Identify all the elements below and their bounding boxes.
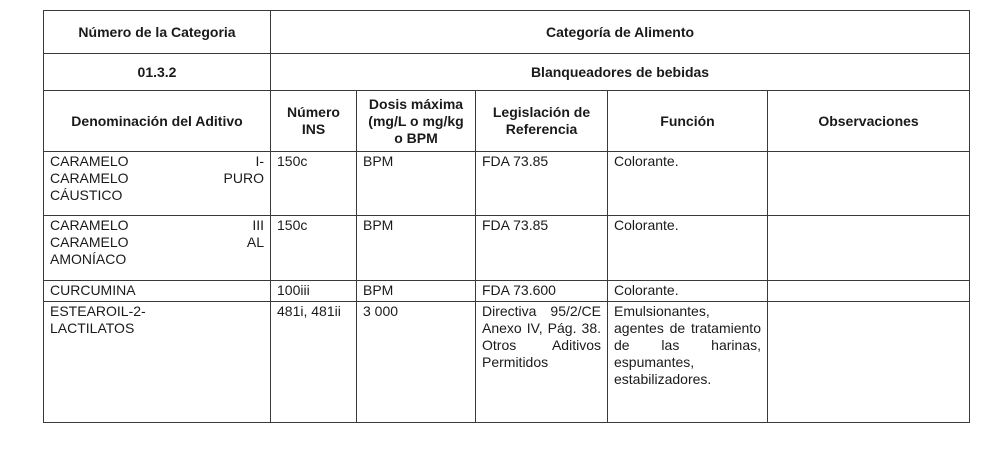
ins-number-cell: 100iii (271, 281, 357, 302)
column-header-ins: Número INS (271, 91, 357, 152)
function-cell: Emulsionantes, agentes de tratamiento de las harinas, espumantes, estabilizadores. (608, 302, 768, 423)
function-cell: Colorante. (608, 152, 768, 216)
function-cell: Colorante. (608, 281, 768, 302)
additive-line (50, 153, 264, 170)
column-header-dose: Dosis máxima (mg/L o mg/kg o BPM (357, 91, 476, 152)
additive-name-cell (44, 302, 271, 423)
max-dose-cell: 3 000 (357, 302, 476, 423)
additive-line: CÁUSTICO (50, 187, 123, 203)
additive-line: LACTILATOS (50, 320, 135, 336)
observations-cell (768, 216, 970, 281)
additive-line: AMONÍACO (50, 251, 127, 267)
additive-word: I- (255, 153, 264, 169)
additive-word: CARAMELO (50, 234, 129, 250)
category-name: Blanqueadores de bebidas (271, 54, 970, 91)
legislation-cell: FDA 73.600 (476, 281, 608, 302)
max-dose-cell: BPM (357, 152, 476, 216)
column-header-additive: Denominación del Aditivo (44, 91, 271, 152)
table-row (44, 302, 970, 423)
food-category-label: Categoría de Alimento (271, 11, 970, 54)
additive-name-cell (44, 281, 271, 302)
additive-word: PURO (223, 170, 264, 186)
additive-name-cell (44, 152, 271, 216)
additive-word: AL (246, 234, 264, 250)
additive-word: CARAMELO (50, 153, 129, 169)
legislation-cell: FDA 73.85 (476, 216, 608, 281)
category-number: 01.3.2 (44, 54, 271, 91)
observations-cell (768, 302, 970, 423)
observations-cell (768, 281, 970, 302)
table-row (44, 152, 970, 216)
function-cell: Colorante. (608, 216, 768, 281)
max-dose-cell: BPM (357, 281, 476, 302)
additive-word: CARAMELO (50, 170, 129, 186)
food-additive-table (43, 10, 970, 423)
table-row (44, 281, 970, 302)
additive-word: CARAMELO (50, 217, 129, 233)
additive-line (50, 234, 264, 251)
column-header-row (44, 91, 970, 152)
additive-line: CURCUMINA (50, 282, 136, 298)
ins-number-cell: 481i, 481ii (271, 302, 357, 423)
column-header-observations: Observaciones (768, 91, 970, 152)
column-header-legislation: Legislación de Referencia (476, 91, 608, 152)
additive-word: III (252, 217, 264, 233)
additive-name-cell (44, 216, 271, 281)
additive-line (50, 170, 264, 187)
ins-number-cell: 150c (271, 216, 357, 281)
category-header-row (44, 11, 970, 54)
column-header-function: Función (608, 91, 768, 152)
legislation-cell: Directiva 95/2/CE Anexo IV, Pág. 38. Otros Aditivos Permitidos (476, 302, 608, 423)
category-value-row (44, 54, 970, 91)
ins-number-cell: 150c (271, 152, 357, 216)
observations-cell (768, 152, 970, 216)
table-row (44, 216, 970, 281)
additive-line: ESTEAROIL-2- (50, 303, 146, 319)
max-dose-cell: BPM (357, 216, 476, 281)
category-number-label: Número de la Categoria (44, 11, 271, 54)
additive-line (50, 217, 264, 234)
legislation-cell: FDA 73.85 (476, 152, 608, 216)
